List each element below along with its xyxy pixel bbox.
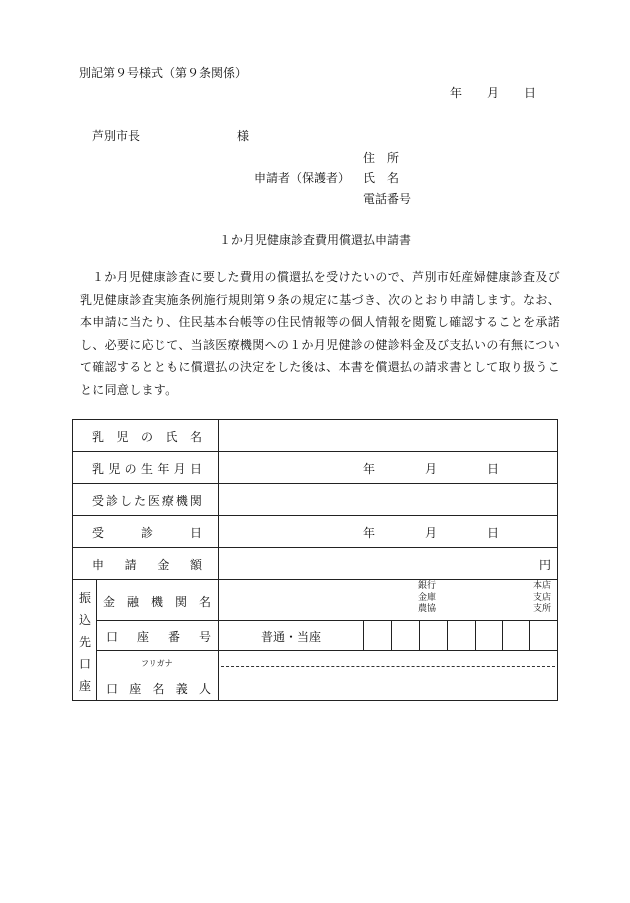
account-holder-field[interactable]	[219, 667, 556, 700]
date-year-label: 年	[450, 86, 463, 100]
document-title: １か月児健康診査費用償還払申請書	[218, 233, 411, 247]
exam-date-label: 受 診 日	[92, 526, 202, 540]
date-day-label: 日	[524, 86, 537, 100]
addressee-honorific: 様	[237, 129, 250, 143]
account-number-label: 口 座 番 号	[106, 630, 211, 644]
transfer-account-label: 振 込 先 口 座	[78, 591, 91, 693]
date-month-label: 月	[487, 86, 500, 100]
bank-name-field[interactable]	[219, 580, 556, 620]
infant-name-label: 乳 児 の 氏 名	[92, 430, 202, 444]
body-text: １か月児健康診査に要した費用の償還払を受けたいので、芦別市妊産婦健康診査及び乳児健康診査実施条例施行規則第９条の規定に基づき、次のとおり申請します。なお、本申請に当たり、住民基本台帳等の住民情報等の個人情報を閲覧し確認することを承諾し、必要に応じて、当該医療機関への１か月児健診の健診料金及び支払いの有無について確認するとともに償還払の決定をした後は、本書を償還払の請求書として取り扱うことに同意します。	[80, 270, 560, 397]
infant-name-field[interactable]	[219, 420, 556, 451]
account-holder-label: 口 座 名 義 人	[106, 682, 211, 696]
requested-amount-field[interactable]	[219, 548, 556, 579]
infant-birthdate-field[interactable]	[219, 452, 556, 483]
account-number-digits[interactable]	[364, 621, 557, 650]
birthdate-month-label: 月	[425, 462, 438, 476]
exam-date-month-label: 月	[425, 526, 438, 540]
address-label: 住 所	[363, 151, 400, 165]
addressee-mayor: 芦別市長	[92, 129, 141, 143]
bank-name-label: 金 融 機 関 名	[103, 595, 211, 609]
requested-amount-label: 申 請 金 額	[92, 558, 202, 572]
phone-label: 電話番号	[363, 192, 412, 206]
applicant-label: 申請者（保護者）	[254, 171, 351, 185]
exam-date-year-label: 年	[363, 526, 376, 540]
birthdate-day-label: 日	[487, 462, 500, 476]
branch-type-options: 本店 支店 支所	[532, 581, 551, 614]
bank-type-options: 銀行 金庫 農協	[417, 581, 436, 614]
furigana-field[interactable]	[219, 651, 556, 666]
medical-institution-field[interactable]	[219, 484, 556, 515]
account-type-options[interactable]: 普通・当座	[261, 630, 322, 644]
yen-label: 円	[539, 558, 552, 572]
name-label: 氏 名	[363, 171, 400, 185]
exam-date-field[interactable]	[219, 516, 556, 547]
form-number: 別記第９号様式（第９条関係）	[79, 66, 248, 80]
infant-birthdate-label: 乳 児 の 生 年 月 日	[92, 462, 202, 476]
exam-date-day-label: 日	[487, 526, 500, 540]
furigana-label: フリガナ	[141, 659, 173, 668]
medical-institution-label: 受 診 し た 医 療 機 関	[92, 494, 202, 508]
birthdate-year-label: 年	[363, 462, 376, 476]
